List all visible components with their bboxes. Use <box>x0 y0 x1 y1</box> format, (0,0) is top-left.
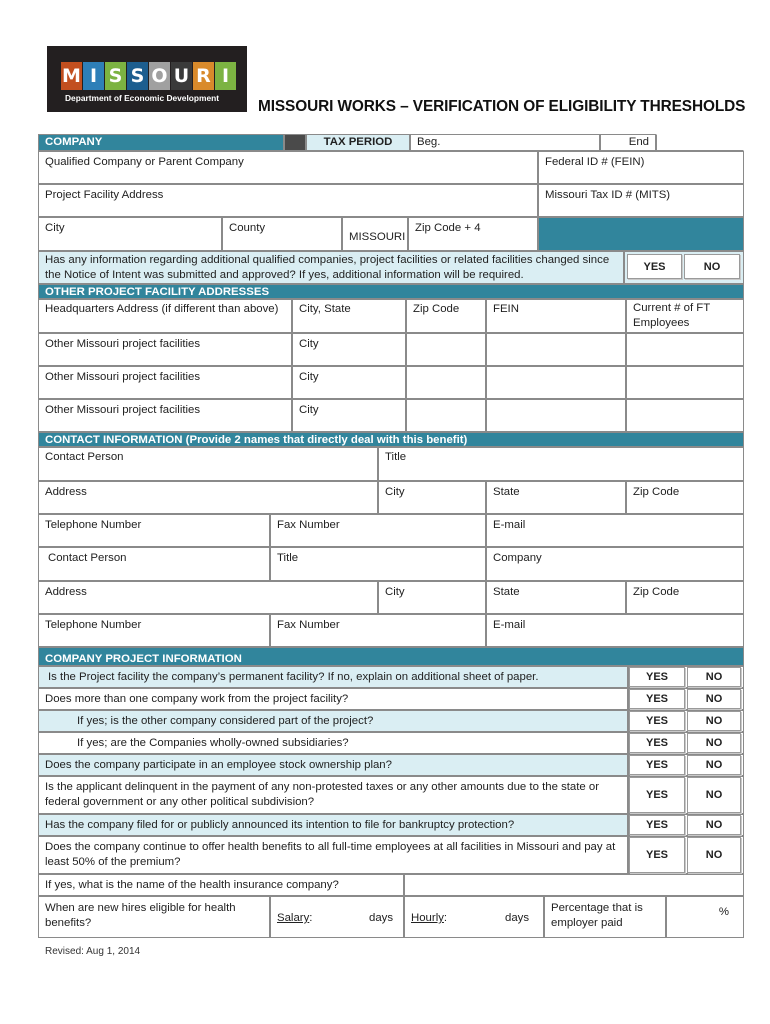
other-facilities-header: OTHER PROJECT FACILITY ADDRESSES <box>38 284 744 299</box>
q-insurer-label: If yes, what is the name of the health insurance company? <box>45 878 339 891</box>
q-bankruptcy-no-button[interactable]: NO <box>687 815 741 835</box>
q-esop-no-button[interactable]: NO <box>687 755 741 775</box>
state-1-field[interactable]: State <box>486 481 626 514</box>
salary-days-field[interactable] <box>270 896 404 938</box>
q-esop-yes-button[interactable]: YES <box>629 755 685 775</box>
q-bankruptcy-label: Has the company filed for or publicly announced its intention to file for bankruptcy protection? <box>45 818 515 831</box>
end-label: End <box>628 136 649 148</box>
insurer-name-field[interactable] <box>404 874 744 896</box>
logo-letter: S <box>105 62 126 90</box>
hq-zip-field[interactable]: Zip Code <box>406 299 486 333</box>
company-header: COMPANY <box>38 134 284 151</box>
additional-info-question: Has any information regarding additional qualified companies, project facilities or related facilities changed since the Notice of Intent was submitted and approved? If yes, additional information will be required. <box>38 251 624 284</box>
hourly-colon: : <box>443 912 448 924</box>
q-delinquent-yes-button[interactable]: YES <box>629 777 685 813</box>
zip-plus4-field[interactable]: Zip Code + 4 <box>408 217 538 251</box>
q-more-than-one-no-button[interactable]: NO <box>687 689 741 709</box>
q-bankruptcy <box>38 814 628 836</box>
contact-person-1-field[interactable]: Contact Person <box>38 447 378 481</box>
header-blank <box>656 134 744 151</box>
q-part-of-project-no-button[interactable]: NO <box>687 711 741 731</box>
q-new-hires: When are new hires eligible for health benefits? <box>38 896 270 938</box>
q-health: Does the company continue to offer health benefits to all full-time employees at all facilities in Missouri and pay at least 50% of the premium? <box>38 836 628 874</box>
zip-1-field[interactable]: Zip Code <box>626 481 744 514</box>
q-permanent-label: Is the Project facility the company’s permanent facility? If no, explain on additional sheet of paper. <box>48 670 539 683</box>
tax-period-label: TAX PERIOD <box>306 134 410 151</box>
state-label: MISSOURI <box>349 231 406 243</box>
verification-form <box>38 134 744 938</box>
city-1-field[interactable]: City <box>378 481 486 514</box>
q-wholly-owned-no-button[interactable]: NO <box>687 733 741 753</box>
email-2-field[interactable]: E-mail <box>486 614 744 647</box>
city-field[interactable]: City <box>38 217 222 251</box>
q-delinquent-no-button[interactable]: NO <box>687 777 741 813</box>
other-facility-zip[interactable] <box>406 399 486 432</box>
logo-letter: M <box>61 62 82 90</box>
qualified-company-field[interactable]: Qualified Company or Parent Company <box>38 151 538 184</box>
project-info-header-label: COMPANY PROJECT INFORMATION <box>45 653 242 665</box>
q-permanent <box>38 666 628 688</box>
state-value <box>342 217 408 251</box>
missouri-logo <box>47 46 247 112</box>
other-facility-zip[interactable] <box>406 366 486 399</box>
q-health-yes-button[interactable]: YES <box>629 837 685 873</box>
logo-letter: R <box>193 62 214 90</box>
other-facility-label[interactable]: Other Missouri project facilities <box>38 399 292 432</box>
title-2-field[interactable]: Title <box>270 547 486 581</box>
email-1-field[interactable]: E-mail <box>486 514 744 547</box>
hq-ft-employees-field[interactable]: Current # of FT Employees <box>626 299 744 333</box>
other-facility-fein[interactable] <box>486 366 626 399</box>
mits-field[interactable]: Missouri Tax ID # (MITS) <box>538 184 744 217</box>
zip-2-field[interactable]: Zip Code <box>626 581 744 614</box>
revised-date: Revised: Aug 1, 2014 <box>45 946 141 957</box>
hq-address-field[interactable]: Headquarters Address (if different than above) <box>38 299 292 333</box>
q-more-than-one-yes-button[interactable]: YES <box>629 689 685 709</box>
project-facility-address-field[interactable]: Project Facility Address <box>38 184 538 217</box>
address-1-field[interactable]: Address <box>38 481 378 514</box>
hourly-label: Hourly <box>411 912 444 924</box>
q-more-than-one <box>38 688 628 710</box>
tax-period-end-field[interactable] <box>600 134 656 151</box>
q-health-no-button[interactable]: NO <box>687 837 741 873</box>
county-field[interactable]: County <box>222 217 342 251</box>
q-insurer <box>38 874 404 896</box>
q-bankruptcy-yes-button[interactable]: YES <box>629 815 685 835</box>
company-2-field[interactable]: Company <box>486 547 744 581</box>
city-2-field[interactable]: City <box>378 581 486 614</box>
q-wholly-owned-label: If yes; are the Companies wholly-owned subsidiaries? <box>77 736 349 749</box>
logo-letter: O <box>149 62 170 90</box>
header-spacer <box>284 134 306 151</box>
address-2-field[interactable]: Address <box>38 581 378 614</box>
hourly-days-field[interactable] <box>404 896 544 938</box>
hq-city-state-field[interactable]: City, State <box>292 299 406 333</box>
other-facility-employees[interactable] <box>626 366 744 399</box>
q-part-of-project <box>38 710 628 732</box>
contact-person-2-field[interactable]: Contact Person <box>38 547 270 581</box>
hourly-days-label: days <box>505 912 530 924</box>
hq-fein-field[interactable]: FEIN <box>486 299 626 333</box>
percentage-field[interactable] <box>666 896 744 938</box>
shaded-block <box>538 217 744 251</box>
telephone-2-field[interactable]: Telephone Number <box>38 614 270 647</box>
other-facility-employees[interactable] <box>626 399 744 432</box>
contact-header: CONTACT INFORMATION (Provide 2 names that directly deal with this benefit) <box>38 432 744 447</box>
logo-letter: I <box>215 62 236 90</box>
page-title: MISSOURI WORKS – VERIFICATION OF ELIGIBILITY THRESHOLDS <box>258 98 746 115</box>
logo-letter: S <box>127 62 148 90</box>
tax-period-beg-field[interactable]: Beg. <box>410 134 600 151</box>
percent-sign: % <box>718 906 729 918</box>
salary-days-label: days <box>369 912 394 924</box>
logo-letter: I <box>83 62 104 90</box>
q-more-than-one-label: Does more than one company work from the project facility? <box>45 692 349 705</box>
other-facility-label[interactable]: Other Missouri project facilities <box>38 366 292 399</box>
logo-subtitle: Department of Economic Development <box>65 93 220 103</box>
telephone-1-field[interactable]: Telephone Number <box>38 514 270 547</box>
q-part-of-project-label: If yes; is the other company considered part of the project? <box>77 714 374 727</box>
project-info-header <box>38 647 744 666</box>
other-facility-fein[interactable] <box>486 399 626 432</box>
title-1-field[interactable]: Title <box>378 447 744 481</box>
additional-info-yes-button[interactable]: YES <box>627 254 682 279</box>
q-wholly-owned-yes-button[interactable]: YES <box>629 733 685 753</box>
logo-letter: U <box>171 62 192 90</box>
other-facility-zip[interactable] <box>406 333 486 366</box>
additional-info-no-button[interactable]: NO <box>684 254 740 279</box>
state-2-field[interactable]: State <box>486 581 626 614</box>
q-permanent-yes-button[interactable]: YES <box>629 667 685 687</box>
other-facility-employees[interactable] <box>626 333 744 366</box>
q-wholly-owned <box>38 732 628 754</box>
other-facility-city[interactable]: City <box>292 333 406 366</box>
other-facility-city[interactable]: City <box>292 399 406 432</box>
fax-2-field[interactable]: Fax Number <box>270 614 486 647</box>
salary-label: Salary <box>277 912 310 924</box>
fein-field[interactable]: Federal ID # (FEIN) <box>538 151 744 184</box>
salary-colon: : <box>309 912 313 924</box>
percentage-label: Percentage that is employer paid <box>544 896 666 938</box>
other-facility-fein[interactable] <box>486 333 626 366</box>
q-permanent-no-button[interactable]: NO <box>687 667 741 687</box>
other-facility-label[interactable]: Other Missouri project facilities <box>38 333 292 366</box>
q-esop <box>38 754 628 776</box>
q-delinquent: Is the applicant delinquent in the payment of any non-protested taxes or any other amounts due to the state or federal government or any other political subdivision? <box>38 776 628 814</box>
other-facility-city[interactable]: City <box>292 366 406 399</box>
q-part-of-project-yes-button[interactable]: YES <box>629 711 685 731</box>
fax-1-field[interactable]: Fax Number <box>270 514 486 547</box>
q-esop-label: Does the company participate in an employee stock ownership plan? <box>45 758 392 771</box>
